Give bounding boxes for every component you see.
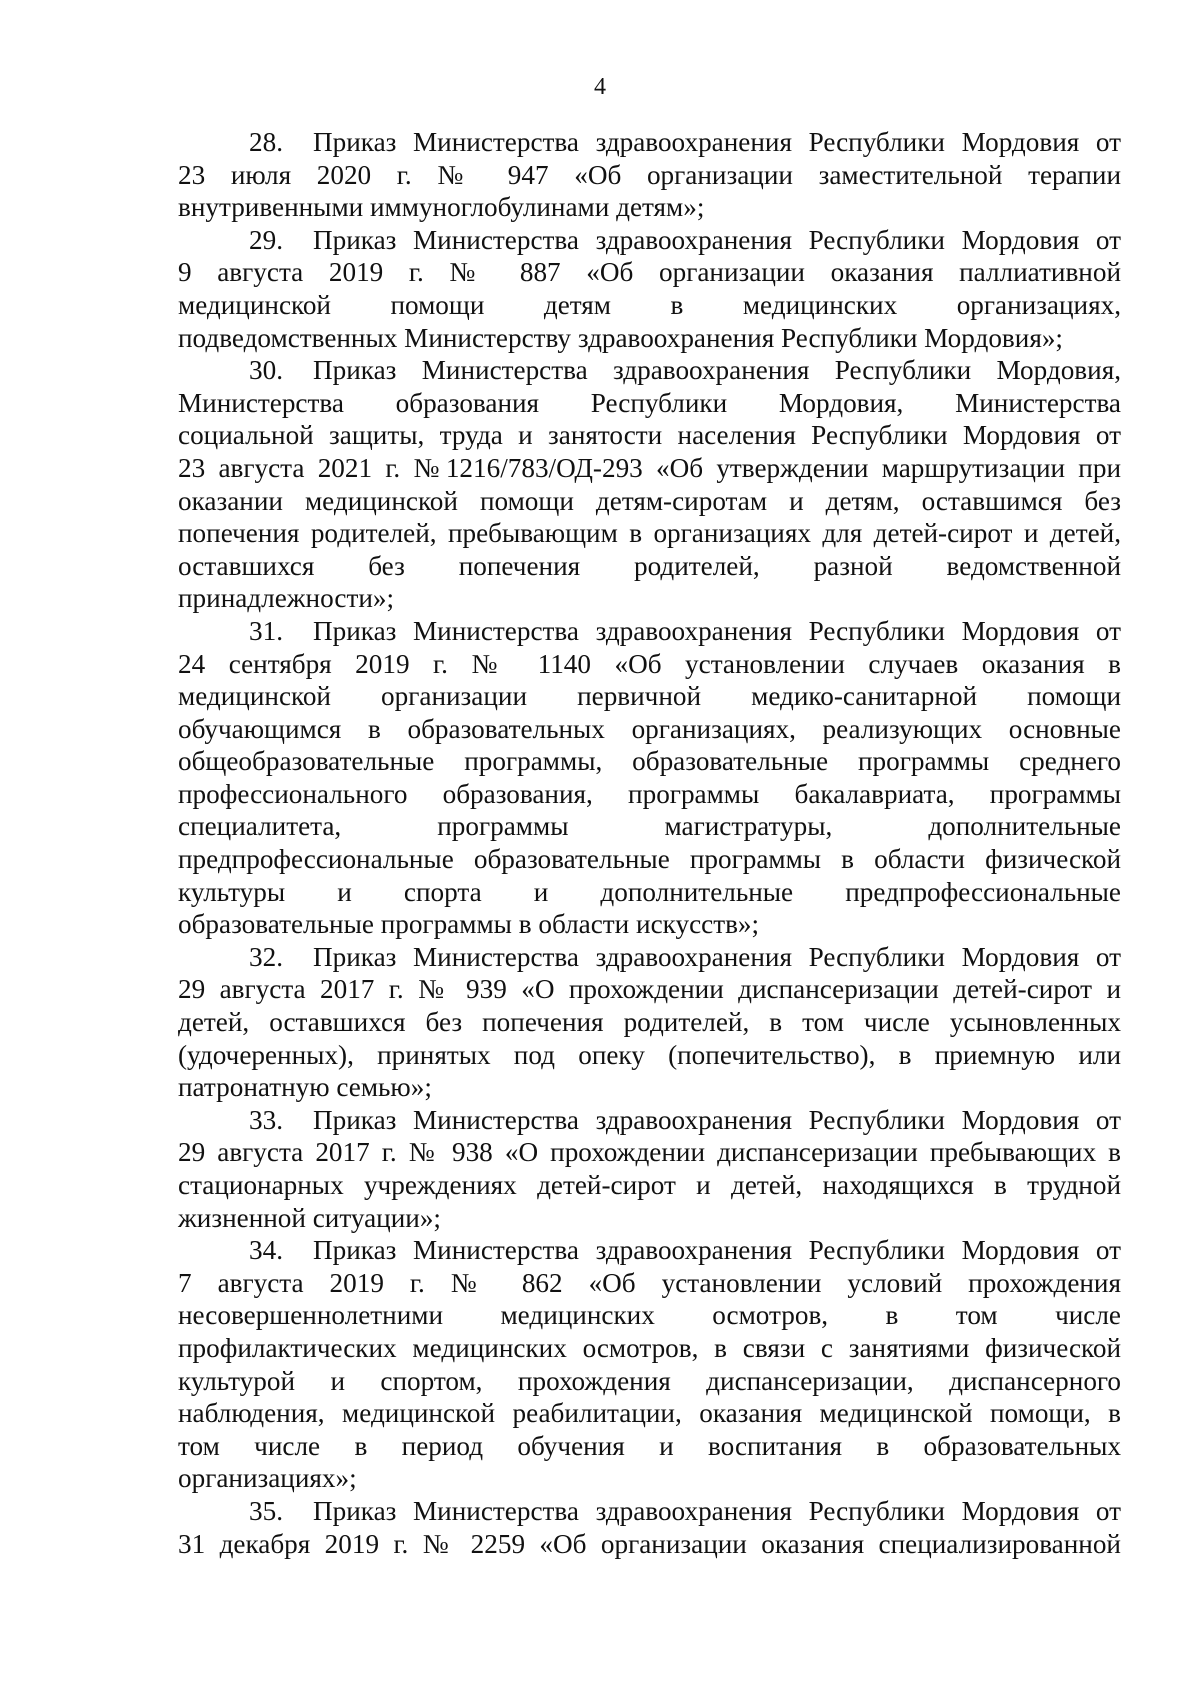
line-text: 29 августа 2017 г. № 938 «О прохождении диспансеризации пребывающих в [178,1137,1121,1168]
line-text: обучающимся в образовательных организациях, реализующих основные [178,713,1121,744]
line-text: 7 августа 2019 г. № 862 «Об установлении условий прохождения [178,1267,1121,1298]
line-text: жизненной ситуации»; [178,1202,441,1233]
line-text: специалитета, программы магистратуры, дополнительные [178,811,1121,842]
line-text: Приказ Министерства здравоохранения Республики Мордовия от [313,1495,1121,1526]
item-number: 29. [249,224,283,255]
item-number: 32. [249,941,283,972]
item-first-line [178,1104,1121,1137]
line-text: культуры и спорта и дополнительные предпрофессиональные [178,876,1121,907]
list-item [178,354,1121,615]
item-number: 31. [249,615,283,646]
line-text: Приказ Министерства здравоохранения Республики Мордовия, [313,355,1121,386]
line-text: внутривенными иммуноглобулинами детям»; [178,192,705,223]
line-text: Приказ Министерства здравоохранения Республики Мордовия от [313,1104,1121,1135]
line-text: 9 августа 2019 г. № 887 «Об организации оказания паллиативной [178,257,1121,288]
item-first-line [178,1495,1121,1528]
line-text: Приказ Министерства здравоохранения Республики Мордовия от [313,615,1121,646]
line-text: организациях»; [178,1463,357,1494]
line-text: том числе в период обучения и воспитания в образовательных [178,1430,1121,1461]
item-first-line [178,615,1121,648]
line-text: Приказ Министерства здравоохранения Республики Мордовия от [313,127,1121,157]
line-text: несовершеннолетними медицинских осмотров, в том числе [178,1300,1121,1331]
line-text: профессионального образования, программы бакалавриата, программы [178,778,1121,809]
line-text: 23 июля 2020 г. № 947 «Об организации заместительной терапии [178,159,1121,190]
list-item [178,1104,1121,1234]
line-text: наблюдения, медицинской реабилитации, оказания медицинской помощи, в [178,1398,1121,1429]
line-text: социальной защиты, труда и занятости населения Республики Мордовия от [178,420,1121,451]
list-item [178,941,1121,1104]
line-text: 29 августа 2017 г. № 939 «О прохождении диспансеризации детей-сирот и [178,974,1121,1005]
page-number: 4 [594,74,606,100]
line-text: предпрофессиональные образовательные программы в области физической [178,844,1121,875]
list-item [178,224,1121,354]
line-text: образовательные программы в области искусств»; [178,909,760,940]
line-text: медицинской организации первичной медико-санитарной помощи [178,681,1121,712]
list-item [178,1234,1121,1495]
document-body [178,126,1121,1560]
line-text: подведомственных Министерству здравоохранения Республики Мордовия»; [178,322,1063,353]
line-text: стационарных учреждениях детей-сирот и детей, находящихся в трудной [178,1170,1121,1200]
list-item [178,615,1121,941]
line-text: Министерства образования Республики Мордовия, Министерства [178,387,1121,418]
list-item [178,1495,1121,1560]
item-number: 33. [249,1104,283,1135]
item-first-line [178,224,1121,257]
line-text: медицинской помощи детям в медицинских организациях, [178,289,1121,320]
line-text: общеобразовательные программы, образовательные программы среднего [178,746,1121,777]
list-item [178,126,1121,224]
line-text: Приказ Министерства здравоохранения Республики Мордовия от [313,224,1121,255]
line-text: оказании медицинской помощи детям-сиротам и детям, оставшимся без [178,485,1121,516]
item-first-line [178,1234,1121,1267]
line-text: 24 сентября 2019 г. № 1140 «Об установлении случаев оказания в [178,648,1121,679]
line-text: детей, оставшихся без попечения родителей, в том числе усыновленных [178,1007,1121,1038]
line-text: профилактических медицинских осмотров, в связи с занятиями физической [178,1332,1121,1363]
line-text: оставшихся без попечения родителей, разной ведомственной [178,550,1121,581]
line-text: патронатную семью»; [178,1072,432,1103]
line-text: 23 августа 2021 г. №1216/783/ОД-293 «Об утверждении маршрутизации при [178,452,1121,483]
line-text: (удочеренных), принятых под опеку (попечительство), в приемную или [178,1039,1121,1070]
line-text: Приказ Министерства здравоохранения Республики Мордовия от [313,1235,1121,1266]
line-text: 31 декабря 2019 г. № 2259 «Об организации оказания специализированной [178,1528,1121,1559]
item-first-line [178,354,1121,387]
item-number: 28. [249,127,283,157]
item-number: 35. [249,1495,283,1526]
line-text: Приказ Министерства здравоохранения Республики Мордовия от [313,941,1121,972]
line-text: принадлежности»; [178,583,395,614]
line-text: попечения родителей, пребывающим в организациях для детей-сирот и детей, [178,518,1121,549]
line-text: культурой и спортом, прохождения диспансеризации, диспансерного [178,1365,1121,1396]
item-number: 34. [249,1235,283,1266]
item-number: 30. [249,355,283,386]
item-first-line [178,126,1121,159]
item-first-line [178,941,1121,974]
